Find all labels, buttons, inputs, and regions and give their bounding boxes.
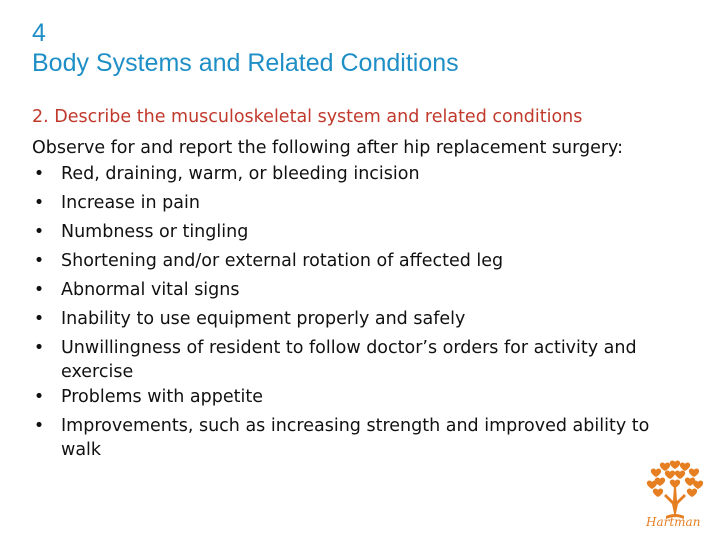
bullet-list bbox=[32, 162, 662, 462]
list-item bbox=[32, 307, 662, 331]
list-item-text: Increase in pain bbox=[61, 193, 200, 213]
list-item-text: Problems with appetite bbox=[61, 387, 263, 407]
list-item-text: Red, draining, warm, or bleeding incision bbox=[61, 164, 420, 184]
list-item-text: Inability to use equipment properly and safely bbox=[61, 309, 466, 329]
list-item-text: Improvements, such as increasing strength and improved ability to walk bbox=[61, 416, 650, 460]
bullet-icon: • bbox=[33, 416, 45, 436]
bullet-icon: • bbox=[33, 387, 45, 407]
bullet-icon: • bbox=[33, 222, 45, 242]
list-item bbox=[32, 220, 662, 244]
learning-objective: 2. Describe the musculoskeletal system and related conditions bbox=[32, 107, 583, 127]
logo-text: Hartman bbox=[646, 515, 701, 529]
bullet-icon: • bbox=[33, 309, 45, 329]
list-item-text: Shortening and/or external rotation of affected leg bbox=[61, 251, 504, 271]
list-item-text: Unwillingness of resident to follow doctor’s orders for activity and exercise bbox=[61, 338, 637, 382]
list-item bbox=[32, 191, 662, 215]
list-item bbox=[32, 278, 662, 302]
list-item bbox=[32, 249, 662, 273]
list-item bbox=[32, 414, 662, 462]
chapter-title: Body Systems and Related Conditions bbox=[32, 49, 459, 77]
intro-text: Observe for and report the following after hip replacement surgery: bbox=[32, 138, 624, 158]
chapter-number: 4 bbox=[32, 19, 46, 47]
bullet-icon: • bbox=[33, 280, 45, 300]
list-item-text: Numbness or tingling bbox=[61, 222, 249, 242]
slide-title bbox=[32, 18, 459, 78]
slide-body bbox=[32, 136, 662, 463]
list-item bbox=[32, 385, 662, 409]
bullet-icon: • bbox=[33, 193, 45, 213]
bullet-icon: • bbox=[33, 251, 45, 271]
list-item bbox=[32, 336, 662, 384]
list-item bbox=[32, 162, 662, 186]
bullet-icon: • bbox=[33, 164, 45, 184]
list-item-text: Abnormal vital signs bbox=[61, 280, 240, 300]
bullet-icon: • bbox=[33, 338, 45, 358]
